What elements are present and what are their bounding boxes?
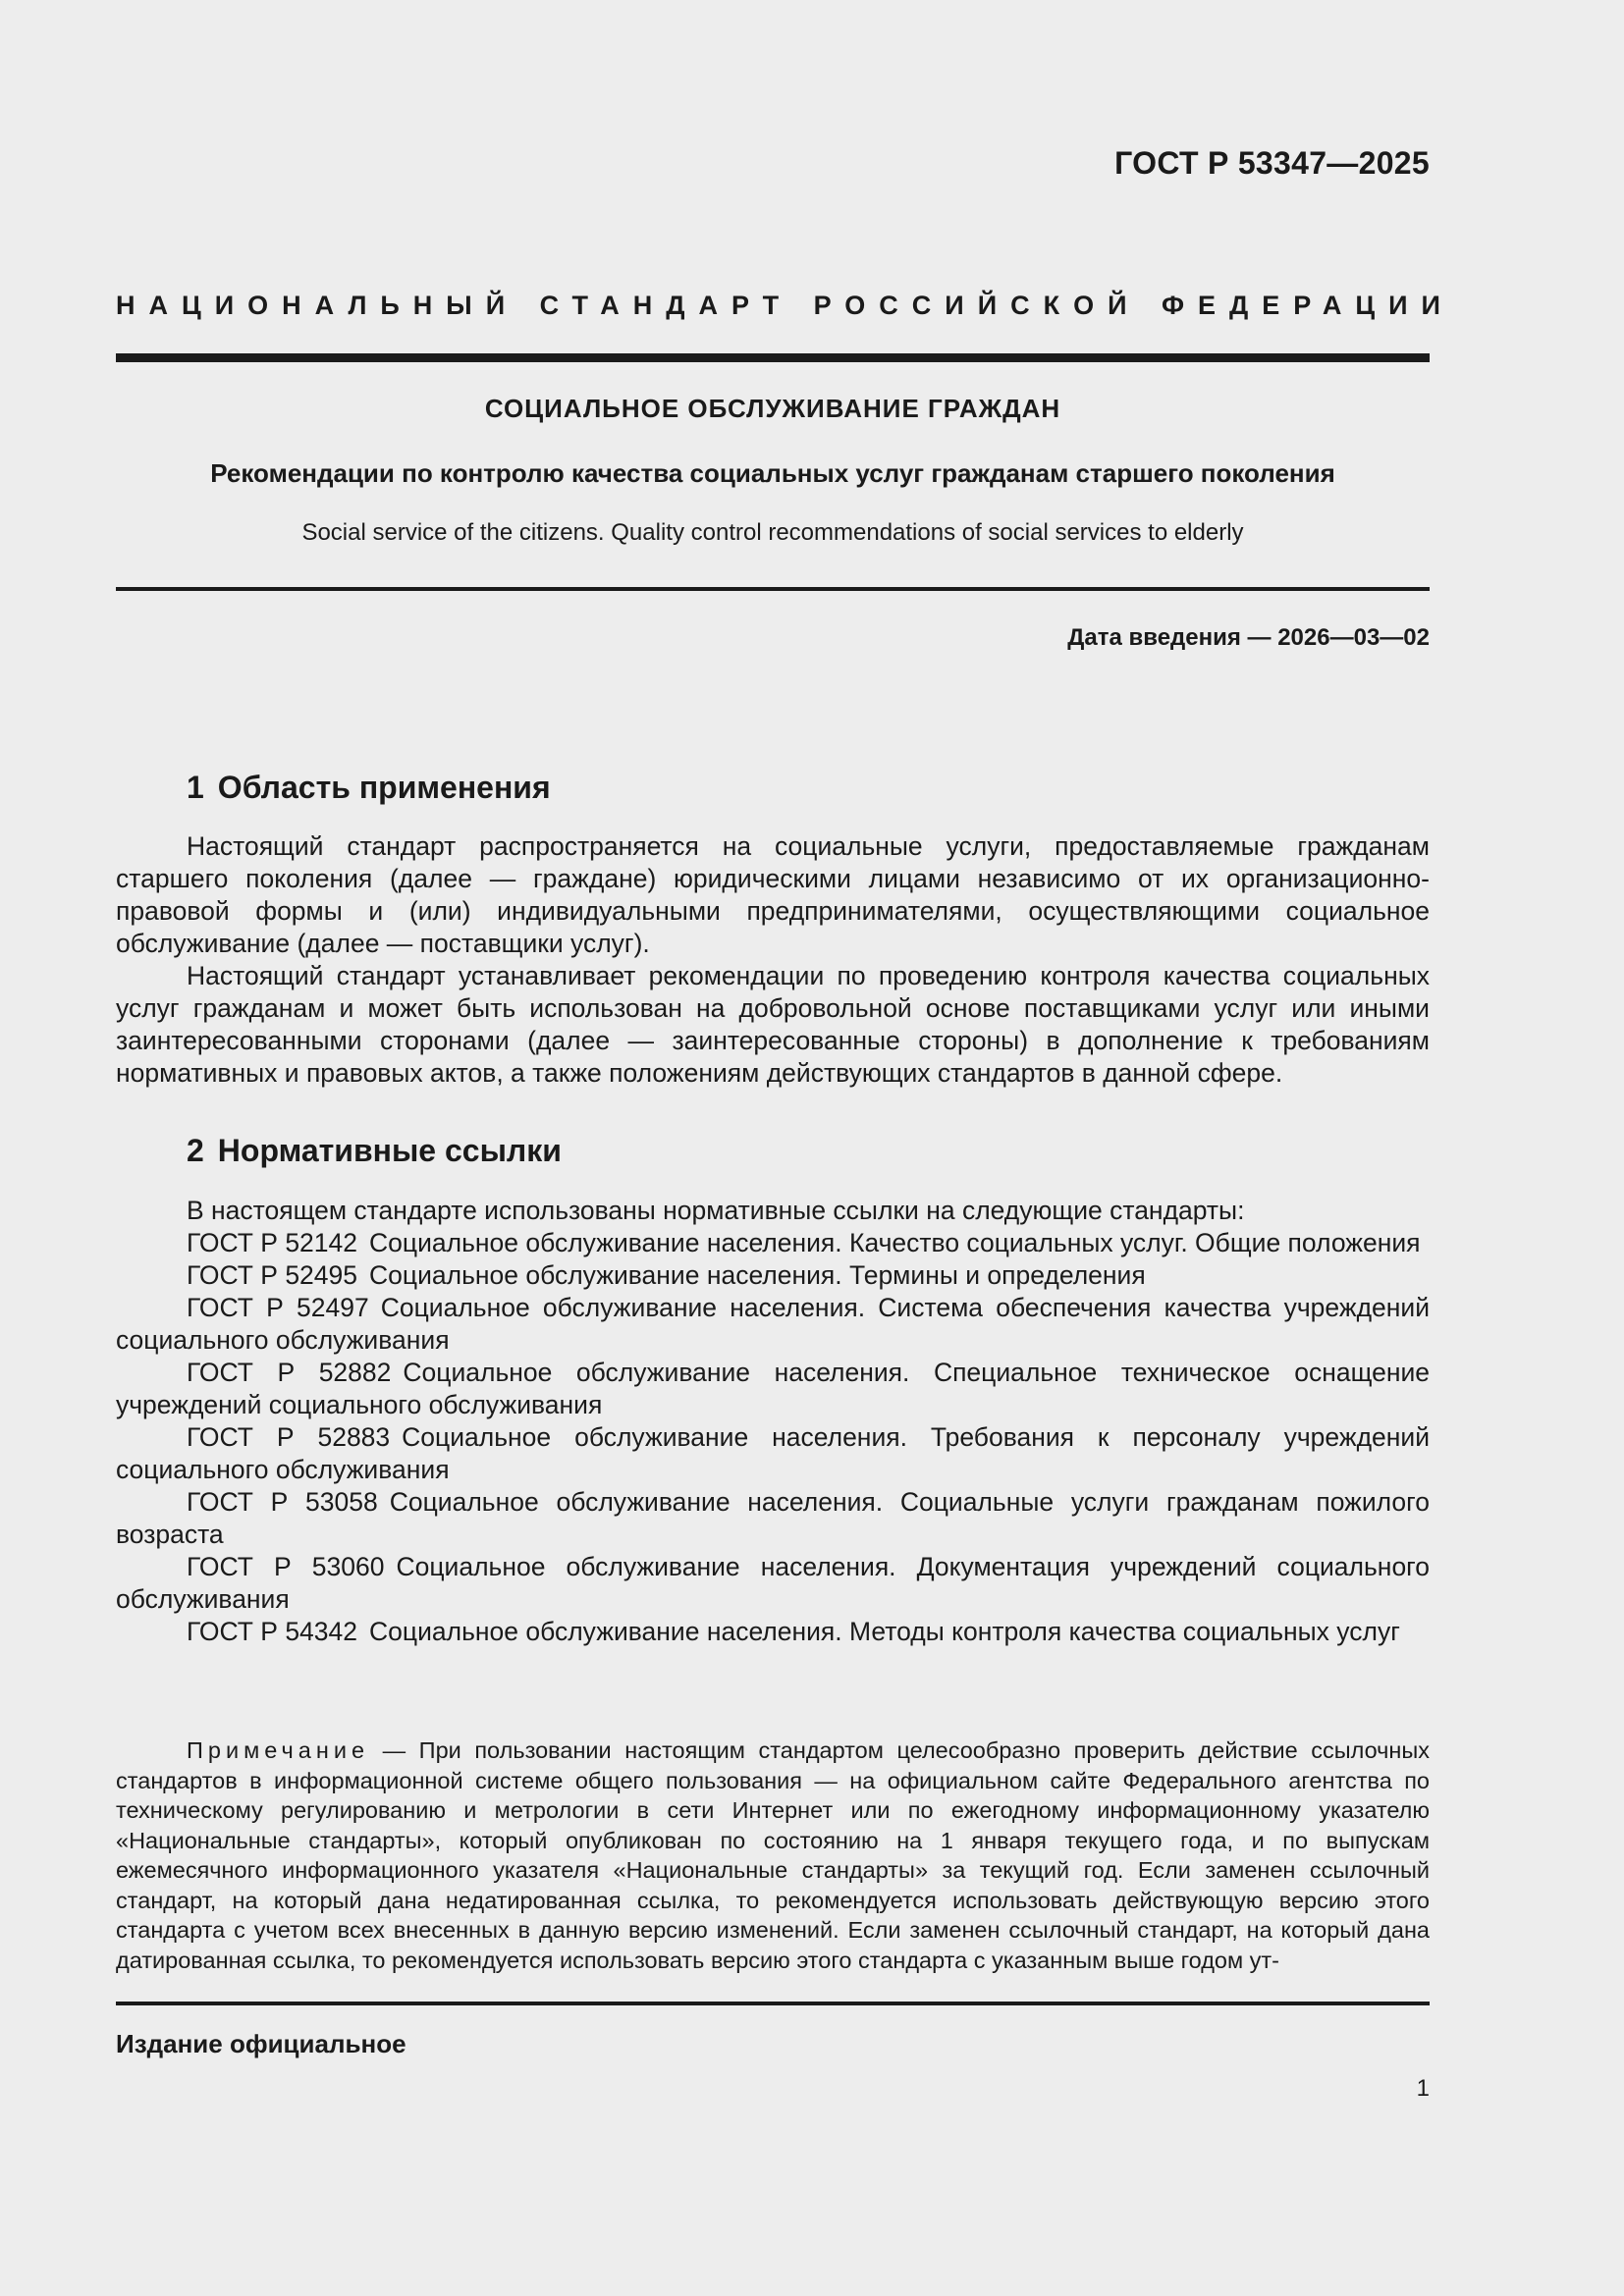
reference-item bbox=[116, 1421, 1430, 1486]
introduction-date: Дата введения — 2026—03—02 bbox=[1067, 624, 1430, 651]
reference-code: ГОСТ Р 52142 bbox=[187, 1228, 358, 1257]
document-code: ГОСТ Р 53347—2025 bbox=[1114, 145, 1430, 181]
normative-references-list bbox=[116, 1195, 1430, 1648]
reference-title: Социальное обслуживание населения. Качество социальных услуг. Общие положения bbox=[369, 1228, 1421, 1257]
references-intro: В настоящем стандарте использованы нормативные ссылки на следующие стандарты: bbox=[187, 1196, 1245, 1225]
reference-code: ГОСТ Р 52883 bbox=[187, 1422, 391, 1452]
section-2-number: 2 bbox=[187, 1133, 204, 1168]
section-1-paragraph: Настоящий стандарт устанавливает рекомендации по проведению контроля качества социальных услуг гражданам и может быть использован на добровольной основе поставщиками услуг или иными заинтересованными сторонами (далее — заинтересованные стороны) в дополнение к требованиям нормативных и правовых актов, а также положениям действующих стандартов в данной сфере. bbox=[116, 961, 1430, 1088]
section-1-title: Область применения bbox=[217, 770, 551, 805]
references-note bbox=[116, 1735, 1430, 1975]
reference-code: ГОСТ Р 54342 bbox=[187, 1617, 358, 1646]
note-label: Примечание bbox=[187, 1737, 370, 1763]
reference-title: Социальное обслуживание населения. Документация учреждений социального обслуживания bbox=[116, 1552, 1431, 1614]
reference-item bbox=[116, 1259, 1430, 1292]
reference-code: ГОСТ Р 52497 bbox=[187, 1293, 369, 1322]
section-1-body bbox=[116, 830, 1430, 1090]
reference-item bbox=[116, 1616, 1430, 1648]
footer-divider bbox=[116, 2002, 1430, 2005]
national-standard-banner: НАЦИОНАЛЬНЫЙ СТАНДАРТ РОССИЙСКОЙ ФЕДЕРАЦИИ bbox=[116, 291, 1454, 320]
reference-code: ГОСТ Р 52495 bbox=[187, 1260, 358, 1290]
reference-item bbox=[116, 1551, 1430, 1616]
reference-title: Социальное обслуживание населения. Специальное техническое оснащение учреждений социального обслуживания bbox=[116, 1358, 1430, 1419]
reference-code: ГОСТ Р 52882 bbox=[187, 1358, 392, 1387]
reference-item bbox=[116, 1227, 1430, 1259]
reference-item bbox=[116, 1357, 1430, 1421]
reference-title: Социальное обслуживание населения. Социальные услуги гражданам пожилого возраста bbox=[116, 1487, 1430, 1549]
reference-title: Социальное обслуживание населения. Система обеспечения качества учреждений социального обслуживания bbox=[116, 1293, 1431, 1355]
section-1-number: 1 bbox=[187, 770, 204, 805]
section-2-heading bbox=[187, 1133, 562, 1169]
reference-item bbox=[116, 1292, 1430, 1357]
title-divider bbox=[116, 587, 1430, 591]
reference-title: Социальное обслуживание населения. Методы контроля качества социальных услуг bbox=[369, 1617, 1400, 1646]
reference-title: Социальное обслуживание населения. Требования к персоналу учреждений социального обслуживания bbox=[116, 1422, 1431, 1484]
reference-code: ГОСТ Р 53058 bbox=[187, 1487, 378, 1517]
english-title: Social service of the citizens. Quality control recommendations of social services to elderly bbox=[301, 519, 1244, 546]
reference-item bbox=[116, 1486, 1430, 1551]
thick-divider bbox=[116, 353, 1430, 362]
section-1-heading bbox=[187, 770, 551, 806]
standard-title: СОЦИАЛЬНОЕ ОБСЛУЖИВАНИЕ ГРАЖДАН bbox=[484, 394, 1061, 423]
page-number: 1 bbox=[1416, 2075, 1430, 2102]
reference-title: Социальное обслуживание населения. Термины и определения bbox=[369, 1260, 1146, 1290]
section-1-paragraph: Настоящий стандарт распространяется на социальные услуги, предоставляемые гражданам старшего поколения (далее — граждане) юридическими лицами независимо от их организационно-правовой формы и (или) индивидуальными предпринимателями, осуществляющими социальное обслуживание (далее — поставщики услуг). bbox=[116, 831, 1430, 958]
document-page bbox=[116, 0, 1454, 2296]
reference-code: ГОСТ Р 53060 bbox=[187, 1552, 385, 1581]
note-text: — При пользовании настоящим стандартом целесообразно проверить действие ссылочных стандартов в информационной системе общего пользования — на официальном сайте Федерального агентства по техническому регулированию и метрологии в сети Интернет или по ежегодному информационному указателю «Национальные стандарты», который опубликован по состоянию на 1 января текущего года, и по выпускам ежемесячного информационного указателя «Национальные стандарты» за текущий год. Если заменен ссылочный стандарт, на который дана недатированная ссылка, то рекомендуется использовать действующую версию этого стандарта с учетом всех внесенных в данную версию изменений. Если заменен ссылочный стандарт, на который дана датированная ссылка, то рекомендуется использовать версию этого стандарта с указанным выше годом ут- bbox=[116, 1737, 1430, 1973]
section-2-title: Нормативные ссылки bbox=[217, 1133, 562, 1168]
official-edition-label: Издание официальное bbox=[116, 2029, 406, 2058]
standard-subtitle: Рекомендации по контролю качества социальных услуг гражданам старшего поколения bbox=[210, 458, 1335, 488]
